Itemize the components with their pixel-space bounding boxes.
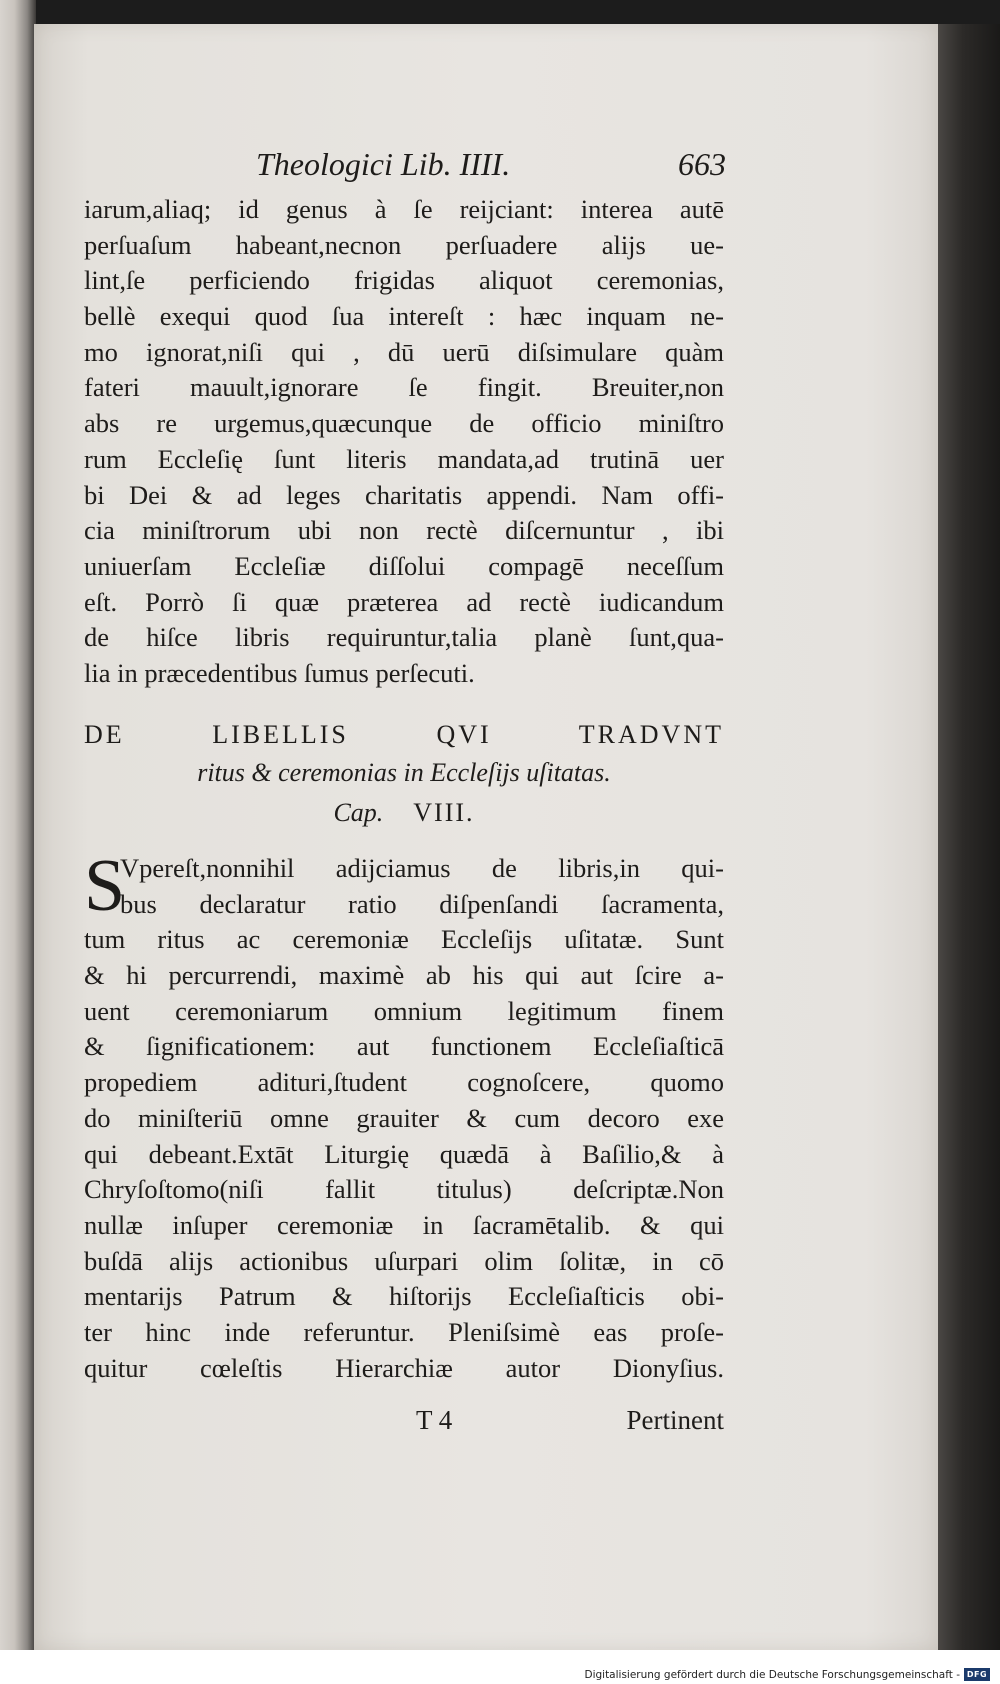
text-line: lint,ſe perficiendo frigidas aliquot ceremonias, xyxy=(84,265,724,296)
text-line: & ſignificationem: aut functionem Eccleſiaſticā xyxy=(84,1031,724,1062)
text-line: eſt. Porrò ſi quæ præterea ad rectè iudicandum xyxy=(84,586,724,617)
chapter-heading xyxy=(84,716,724,834)
text-line: de hiſce libris requiruntur,talia planè ſunt,qua- xyxy=(84,622,724,653)
text-line: uniuerſam Eccleſiæ diſſolui compagē neceſſum xyxy=(84,550,724,581)
binding-edge xyxy=(0,0,36,1684)
chapter-paragraph xyxy=(84,845,724,1386)
text-line: qui debeant.Extāt Liturgię quædā à Baſilio,& à xyxy=(84,1138,724,1169)
dfg-logo-icon: DFG xyxy=(964,1668,990,1681)
book-page xyxy=(34,24,938,1650)
page-fore-edge-shadow xyxy=(938,24,1000,1650)
text-line: buſdā alijs actionibus uſurpari olim ſolitæ, in cō xyxy=(84,1245,724,1276)
text-line: cia miniſtrorum ubi non rectè diſcernuntur , ibi xyxy=(84,515,724,546)
drop-capital: S xyxy=(84,845,126,927)
text-line: nullæ inſuper ceremoniæ in ſacramētalib. & qui xyxy=(84,1209,724,1240)
chapter-title-italic: ritus & ceremonias in Eccleſijs uſitatas. xyxy=(197,758,611,787)
chapter-title-caps: DE LIBELLIS QVI TRADVNT xyxy=(84,720,724,749)
text-line: perſuaſum habeant,necnon perſuadere alijs ue- xyxy=(84,229,724,260)
text-line: Vpereſt,nonnihil adijciamus de libris,in qui- xyxy=(120,853,724,883)
text-line: ter hinc inde referuntur. Pleniſsimè eas proſe- xyxy=(84,1316,724,1347)
text-line: Chryſoſtomo(niſi fallit titulus) deſcriptæ.Non xyxy=(84,1174,724,1205)
chapter-numeral: VIII. xyxy=(413,798,475,827)
page-number: 663 xyxy=(678,146,726,182)
digitization-credit: Digitalisierung gefördert durch die Deutsche Forschungsgemeinschaft - xyxy=(584,1669,960,1681)
text-line: mentarijs Patrum & hiſtorijs Eccleſiaſticis obi- xyxy=(84,1281,724,1312)
chapter-number xyxy=(84,792,724,834)
text-line: mo ignorat,niſi qui , dū uerū diſsimulare quàm xyxy=(84,336,724,367)
text-line: fateri mauult,ignorare ſe fingit. Breuiter,non xyxy=(84,372,724,403)
text-line: rum Eccleſię ſunt literis mandata,ad trutinā uer xyxy=(84,443,724,474)
running-head xyxy=(256,144,726,184)
catchword: Pertinent xyxy=(626,1405,724,1435)
text-line-last: lia in præcedentibus ſumus perſecuti. xyxy=(84,657,475,688)
signature-line xyxy=(114,1400,724,1440)
text-line: tum ritus ac ceremoniæ Eccleſijs uſitatæ. Sunt xyxy=(84,924,724,955)
text-line: bus declaratur ratio diſpenſandi ſacramenta, xyxy=(120,888,724,919)
text-line: & hi percurrendi, maximè ab his qui aut ſcire a- xyxy=(84,960,724,991)
text-line: propediem adituri,ſtudent cognoſcere, quomo xyxy=(84,1067,724,1098)
running-title: Theologici Lib. IIII. xyxy=(256,146,511,182)
chapter-label: Cap. xyxy=(333,798,384,827)
paragraph-continued xyxy=(84,192,724,692)
gathering-signature: T 4 xyxy=(416,1405,453,1435)
text-line: quitur cœleſtis Hierarchiæ autor Dionyſius. xyxy=(84,1352,724,1383)
text-line: iarum,aliaq; id genus à ſe reijciant: interea autē xyxy=(84,194,724,224)
text-line: bi Dei & ad leges charitatis appendi. Nam offi- xyxy=(84,479,724,510)
text-line: bellè exequi quod ſua intereſt : hæc inquam ne- xyxy=(84,301,724,332)
text-line: uent ceremoniarum omnium legitimum finem xyxy=(84,995,724,1026)
text-line: abs re urgemus,quæcunque de officio miniſtro xyxy=(84,408,724,439)
text-line: do miniſteriū omne grauiter & cum decoro exe xyxy=(84,1102,724,1133)
